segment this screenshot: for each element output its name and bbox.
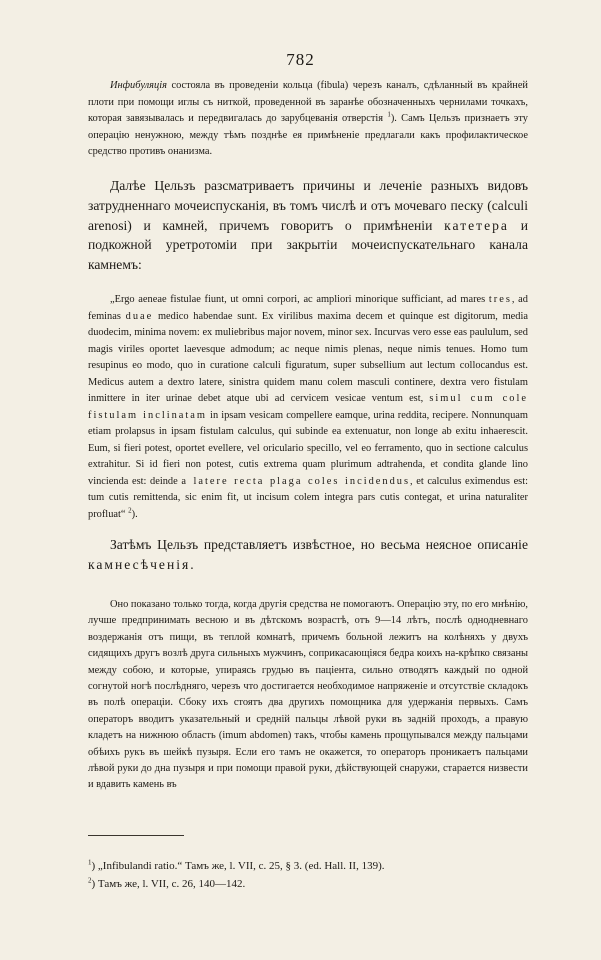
footnote-1-mark: 1 <box>88 858 92 867</box>
spaced-term-catheter: катетера <box>444 217 509 233</box>
quote-text-b: , ad feminas <box>88 294 528 322</box>
footnote-2-text: ) Тамъ же, l. VII, c. 26, 140—142. <box>91 878 246 890</box>
quote-text-c: medico habendae sunt. Ex virilibus maxima decem et quinque est digitorum, media duodecim, minima novem: ex muliebribus major novem, minor sex. Incurvas vero esse eas paululum, sed magis viriles oportet laevesque admodum; ac neque nimis plenas, neque nimis tenues. Homo tum resupinus eo modo, quo in curatione calculi figuratum, super subsellium aut lectum collocandus est. Medicus autem a dextro latere, sinistra quidem manu colem masculi continere, dextra vero fistulam inmittere in iter urinae debet atque ubi ad cervicem vesicae ventum est, <box>88 310 528 404</box>
paragraph4-text-b: . <box>190 556 194 572</box>
paragraph-lithotomy-description <box>88 597 528 794</box>
spaced-term-lithotomy: камнесѣченія <box>88 556 191 572</box>
quote-text-a: „Ergo aeneae fistulae fiunt, ut omni corpori, ac ampliori minorique sufficiant, ad mares <box>110 294 489 305</box>
paragraph4-text-a: Затѣмъ Цельзъ представляетъ извѣстное, но весьма неясное описаніе <box>110 537 528 552</box>
paragraph1-text-a: состояла въ проведеніи кольца (fibula) черезъ каналъ, сдѣланный въ крайней плоти при помощи иглы съ ниткой, проведенной въ заранѣе обозначенныхъ чернилами точкахъ, которая завязывалась и передвигалась до зарубцеванія отверстія <box>88 80 528 125</box>
quote-spaced-duae: duae <box>125 310 154 322</box>
quote-spaced-tres: tres <box>488 294 512 305</box>
footnote-2 <box>88 876 528 892</box>
paragraph-infibulation <box>88 78 528 161</box>
page-number: 782 <box>286 50 315 69</box>
paragraph2-text-b: и подкожной уретротоміи при закрытіи мочеиспускательнаго канала камнемъ: <box>88 217 528 273</box>
paragraph-celsus-causes <box>88 176 528 275</box>
paragraph2-text-a: Далѣе Цельзъ разсматриваетъ причины и леченіе разныхъ видовъ затрудненнаго мочеиспусканія, въ томъ числѣ и отъ мочеваго песку (calculi arenosi) и камней, причемъ говоритъ о примѣненіи <box>88 178 528 233</box>
quote-text-d: in ipsam vesicam compellere eamque, urina reddita, recipere. Nonnunquam etiam prolapsus in ipsam fistulam calculus, qui subinde ea extenuatur, non longe ab exitu inhaerescit. Eum, si fieri potest, oportet evellere, vel oriculario specillo, vel eo ferramento, quo in sectione calculus extrahitur. Si id fieri non potest, cutis extrema quam plurimum adtrahenda, et condita glande lino vincienda est: deinde <box>88 409 528 487</box>
quote-text-f: ). <box>131 508 138 520</box>
paragraph-lithotomy-intro <box>88 535 528 575</box>
paragraph1-text-b: ). Самъ Цельзъ признаетъ эту операцію ненужною, между тѣмъ позднѣе ея примѣненіе предлагали какъ профилактическое средство противъ онанизма. <box>88 113 528 158</box>
footnote-1 <box>88 858 528 874</box>
footnote-divider <box>88 835 184 836</box>
quote-text-e: , et calculus eximendus est: tum cutis remittenda, sic enim fit, ut incisum colem integra pars cutis contegat, et urina naturaliter profluat“ <box>88 475 528 520</box>
quote-spaced-simul: simul cum cole fistulam inclinatam <box>88 393 528 421</box>
footnote-ref-1[interactable]: 1 <box>387 110 391 119</box>
paragraph5-text: Оно показано только тогда, когда другія средства не помогаютъ. Операцію эту, по его мнѣнію, лучше предпринимать весною и въ дѣтскомъ возрастѣ, отъ 9—14 лѣтъ, послѣ однодневнаго воздержанія отъ пищи, въ теплой комнатѣ, причемъ больной лежитъ на колѣняхъ у двухъ сидящихъ другъ возлѣ друга сильныхъ мужчинъ, соприкасающіяся бедра коихъ на-крѣпко связаны между собою, и которые, упираясь грудью въ паціента, сильно отводятъ каждый по одной согнутой ногѣ послѣдняго, черезъ что достигается необходимое напряженіе и отсутствіе складокъ въ полѣ операціи. Сбоку ихъ стоятъ два другихъ помощника для удержанія первыхъ. Самъ операторъ вводитъ указательный и средній пальцы лѣвой руки въ задній проходъ, а правую кладетъ на нижнюю область (imum abdomen) такъ, чтобы камень прощупывался между пальцами обѣихъ рукъ въ шейкѣ пузыря. Если его тамъ не окажется, то операторъ проникаетъ пальцами лѣвой руки до дна пузыря и при помощи правой руки, дѣйствующей снаружи, старается низвести и вдавить камень въ <box>88 599 528 791</box>
term-infibulation: Инфибуляція <box>110 80 167 91</box>
latin-quotation <box>88 292 528 523</box>
footnote-ref-2[interactable]: 2 <box>128 506 132 515</box>
footnote-1-text: ) „Infibulandi ratio.“ Тамъ же, l. VII, c. 25, § 3. (ed. Hall. II, 139). <box>91 860 385 872</box>
quote-spaced-a-latere: a latere recta plaga coles incidendus <box>181 475 411 487</box>
footnote-2-mark: 2 <box>88 876 92 885</box>
